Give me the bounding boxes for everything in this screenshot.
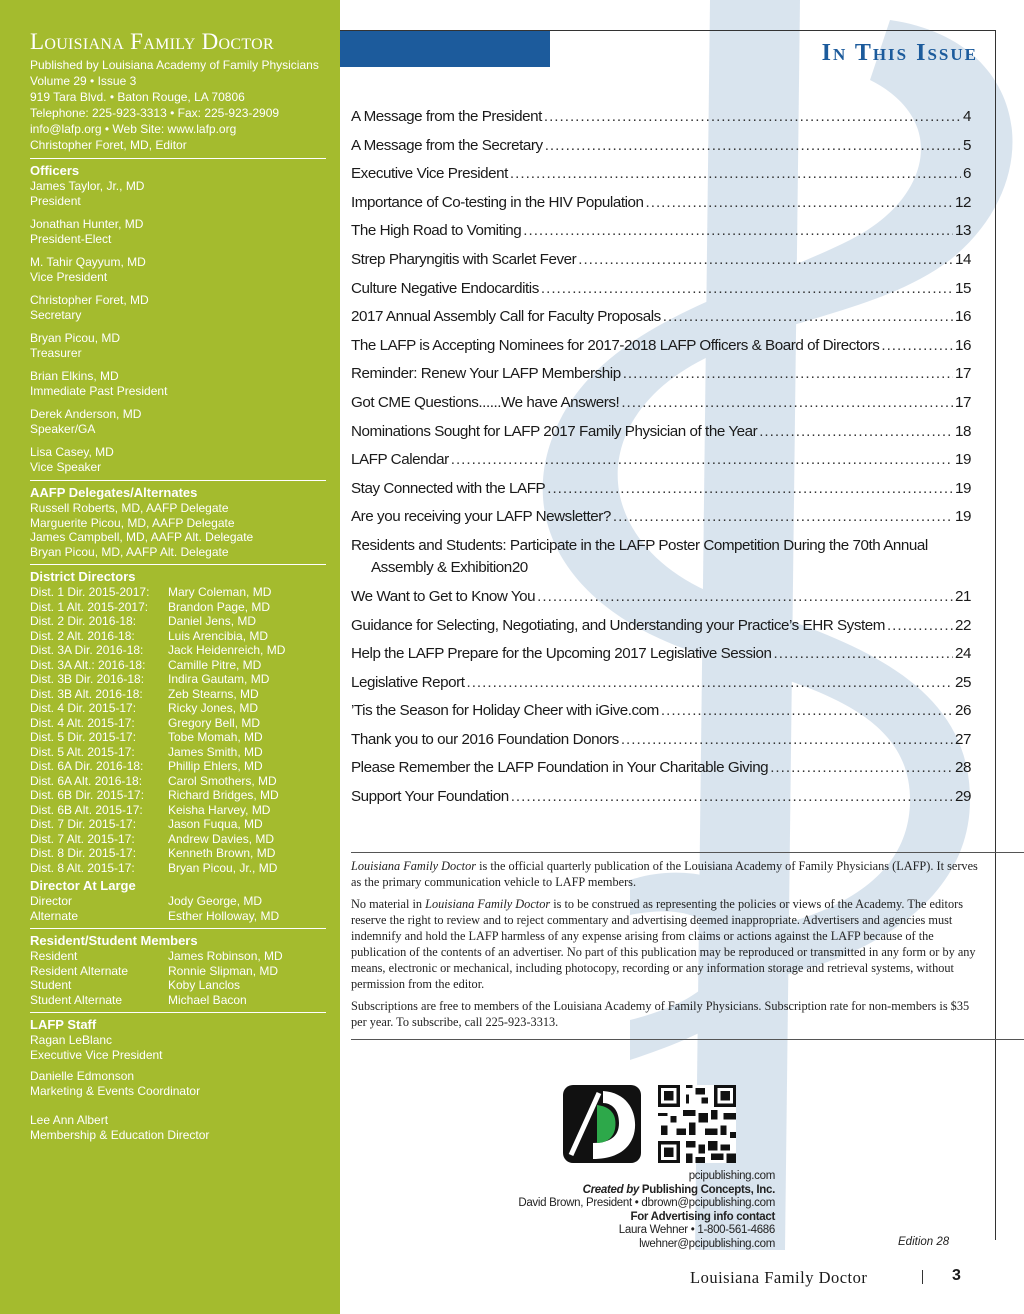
toc-leader-dots	[887, 612, 953, 641]
disclaimer-paragraph: Subscriptions are free to members of the Louisiana Academy of Family Physicians. Subscription rate for non-members is $35 per year. To subscribe, call 225-923-3313.	[351, 999, 970, 1029]
member-name: Michael Bacon	[168, 992, 247, 1007]
district-director-row	[30, 832, 326, 847]
director-at-large-row	[30, 894, 326, 909]
divider	[30, 1012, 326, 1013]
phone-line: Telephone: 225-923-3313 • Fax: 225-923-2909	[30, 106, 280, 120]
toc-entry-title: Reminder: Renew Your LAFP Membership	[351, 365, 621, 383]
divider	[30, 928, 326, 929]
officer-role: Vice President	[30, 270, 108, 284]
toc-entry-page: 22	[955, 616, 971, 634]
member-name: Brandon Page, MD	[168, 599, 271, 614]
member-name: Kenneth Brown, MD	[168, 846, 276, 860]
officer-name: Derek Anderson, MD	[30, 407, 142, 421]
right-column-rule	[995, 30, 996, 1240]
position-label: Dist. 4 Dir. 2015-17:	[30, 701, 137, 715]
publisher-credits	[500, 1170, 775, 1251]
toc-entry-page: 13	[955, 222, 971, 240]
position-label: Dist. 1 Dir. 2015-2017:	[30, 585, 150, 599]
officer-name: Brian Elkins, MD	[30, 369, 119, 383]
toc-leader-dots	[663, 303, 953, 332]
toc-entry-page: 18	[955, 422, 971, 440]
toc-leader-dots	[537, 583, 953, 612]
officer-name: Christopher Foret, MD	[30, 293, 149, 307]
toc-entry-title: Are you receiving your LAFP Newsletter?	[351, 508, 611, 526]
position-label: Dist. 7 Dir. 2015-17:	[30, 817, 137, 831]
aafp-list	[30, 501, 326, 559]
member-name: Ronnie Slipman, MD	[168, 963, 279, 978]
toc-entry-title: LAFP Calendar	[351, 451, 449, 469]
toc-entry-page: 12	[955, 193, 971, 211]
disclaimer-text: is to be construed as representing the policies or views of the Academy. The editors reserve the right to review and to reject commentary and advertising deemed inappropriate. Advertisers and agencies must indemnify and hold the LAFP harmless of any expense arising from claims or actions against the LAFP because of the publication of the contents of an advertiser. No part of this publication may be reproduced or transmitted in any form or by any means, electronic or mechanical, including photocopy, recording or any information storage and retrieval systems, without permission from the editor.	[351, 897, 976, 991]
officer-entry	[30, 445, 326, 475]
toc-entry[interactable]	[351, 475, 971, 504]
member-name: Gregory Bell, MD	[168, 715, 261, 730]
district-director-row	[30, 861, 326, 876]
district-director-row	[30, 701, 326, 716]
toc-leader-dots	[759, 418, 953, 447]
aafp-delegate: Bryan Picou, MD, AAFP Alt. Delegate	[30, 544, 229, 559]
toc-entry-title: Executive Vice President	[351, 165, 508, 183]
district-director-row	[30, 614, 326, 629]
position-label: Director	[30, 894, 73, 908]
officer-name: Jonathan Hunter, MD	[30, 217, 144, 231]
staff-name: Ragan LeBlanc	[30, 1033, 113, 1047]
resident-member-row	[30, 978, 326, 993]
toc-entry[interactable]	[351, 754, 971, 783]
director-at-large-row	[30, 909, 326, 924]
publisher-president: David Brown, President • dbrown@pcipublishing.com	[518, 1197, 775, 1209]
toc-entry-page: 17	[955, 365, 971, 383]
position-label: Dist. 6A Dir. 2016-18:	[30, 759, 144, 773]
staff-name: Lee Ann Albert	[30, 1113, 109, 1127]
member-name: Camille Pitre, MD	[168, 657, 262, 672]
toc-entry-page: 6	[963, 165, 971, 183]
disclaimer-bottom-rule	[351, 1039, 1024, 1040]
position-label: Dist. 4 Alt. 2015-17:	[30, 715, 135, 730]
position-label: Dist. 3A Dir. 2016-18:	[30, 643, 144, 657]
position-label: Dist. 2 Dir. 2016-18:	[30, 614, 137, 628]
web-line: info@lafp.org • Web Site: www.lafp.org	[30, 122, 237, 136]
toc-entry-page: 19	[955, 451, 971, 469]
resident-members-list	[30, 949, 326, 1007]
district-director-row	[30, 788, 326, 803]
disclaimer-paragraph	[351, 858, 983, 890]
toc-entry-title: A Message from the President	[351, 108, 542, 125]
member-name: Luis Arencibia, MD	[168, 628, 269, 643]
position-label: Dist. 5 Alt. 2015-17:	[30, 744, 135, 759]
resident-member-row	[30, 964, 326, 979]
toc-entry-title: Strep Pharyngitis with Scarlet Fever	[351, 250, 577, 268]
district-director-row	[30, 774, 326, 789]
toc-entry[interactable]	[351, 360, 971, 389]
at-large-heading: Director At Large	[30, 878, 136, 893]
editor-line: Christopher Foret, MD, Editor	[30, 138, 187, 152]
toc-leader-dots	[466, 669, 953, 698]
member-name: James Robinson, MD	[168, 949, 283, 963]
footer-publication-title: Louisiana Family Doctor	[690, 1268, 868, 1287]
toc-entry-page: 21	[955, 587, 971, 605]
toc-entry-title: Culture Negative Endocarditis	[351, 279, 539, 297]
position-label: Dist. 7 Alt. 2015-17:	[30, 831, 135, 846]
officer-role: Treasurer	[30, 346, 82, 360]
advertising-contact: Laura Wehner • 1-800-561-4686	[618, 1224, 775, 1236]
masthead-sidebar	[0, 0, 340, 1314]
toc-leader-dots	[661, 697, 953, 726]
member-name: Phillip Ehlers, MD	[168, 759, 263, 773]
toc-entry[interactable]	[351, 332, 971, 361]
toc-leader-dots	[623, 360, 953, 389]
pci-logo-icon	[563, 1085, 641, 1163]
toc-leader-dots	[621, 726, 953, 755]
toc-entry-page: 26	[955, 702, 971, 720]
member-name: Koby Lanclos	[168, 978, 241, 992]
district-director-row	[30, 846, 326, 861]
officer-role: Secretary	[30, 308, 82, 322]
position-label: Dist. 2 Alt. 2016-18:	[30, 628, 135, 643]
aafp-delegate: James Campbell, MD, AAFP Alt. Delegate	[30, 530, 254, 544]
toc-entry-page: 25	[955, 673, 971, 691]
toc-entry-page: 15	[955, 279, 971, 297]
officer-role: Immediate Past President	[30, 384, 168, 398]
toc-entry-title: We Want to Get to Know You	[351, 587, 536, 605]
district-director-row	[30, 658, 326, 673]
toc-entry[interactable]	[351, 275, 971, 304]
toc-leader-dots	[578, 246, 953, 275]
toc-entry[interactable]	[351, 612, 971, 641]
aafp-delegate: Marguerite Picou, MD, AAFP Delegate	[30, 515, 235, 530]
member-name: Carol Smothers, MD	[168, 773, 277, 788]
officer-entry	[30, 179, 326, 209]
officer-entry	[30, 369, 326, 399]
aafp-delegate: Russell Roberts, MD, AAFP Delegate	[30, 501, 229, 515]
divider	[30, 158, 326, 159]
table-of-contents	[351, 103, 971, 812]
toc-entry-title: ’Tis the Season for Holiday Cheer with iGive.com	[351, 702, 659, 720]
district-director-row	[30, 803, 326, 818]
aafp-heading: AAFP Delegates/Alternates	[30, 485, 198, 500]
member-name: James Smith, MD	[168, 744, 263, 759]
resident-member-row	[30, 993, 326, 1008]
volume-line: Volume 29 • Issue 3	[30, 74, 137, 88]
officer-role: President-Elect	[30, 232, 112, 246]
disclaimer-top-rule	[351, 852, 1024, 853]
district-director-row	[30, 600, 326, 615]
toc-entry[interactable]	[351, 103, 971, 132]
toc-entry-page: 24	[955, 645, 971, 663]
toc-entry[interactable]	[351, 132, 971, 161]
toc-entry-page: 16	[955, 308, 971, 326]
edition-label: Edition 28	[898, 1236, 950, 1248]
staff-entry	[30, 1113, 326, 1143]
toc-entry-title: Stay Connected with the LAFP	[351, 479, 546, 497]
member-name: Richard Bridges, MD	[168, 788, 279, 802]
position-label: Alternate	[30, 908, 79, 923]
staff-role: Membership & Education Director	[30, 1128, 210, 1142]
toc-entry-title: The LAFP is Accepting Nominees for 2017-2018 LAFP Officers & Board of Directors	[351, 336, 880, 354]
officers-list	[30, 179, 326, 475]
toc-entry[interactable]	[351, 503, 971, 532]
publication-name: Louisiana Family Doctor	[351, 859, 477, 873]
toc-entry-title-continued: Assembly & Exhibition	[371, 558, 512, 576]
position-label: Dist. 8 Alt. 2015-17:	[30, 860, 135, 875]
toc-leader-dots	[646, 189, 953, 218]
publisher-website[interactable]: pcipublishing.com	[688, 1170, 775, 1182]
district-director-row	[30, 759, 326, 774]
toc-entry[interactable]	[351, 418, 971, 447]
toc-entry-title: Guidance for Selecting, Negotiating, and Understanding your Practice’s EHR System	[351, 616, 885, 634]
header-accent-bar	[340, 31, 550, 67]
in-this-issue-title: In This Issue	[821, 40, 978, 66]
position-label: Dist. 3B Dir. 2016-18:	[30, 672, 145, 686]
toc-entry-page: 19	[955, 479, 971, 497]
position-label: Dist. 8 Dir. 2015-17:	[30, 846, 137, 860]
toc-entry[interactable]	[351, 726, 971, 755]
position-label: Dist. 5 Dir. 2015-17:	[30, 730, 137, 744]
position-label: Dist. 3A Alt.: 2016-18:	[30, 657, 146, 672]
toc-entry-title: Nominations Sought for LAFP 2017 Family Physician of the Year	[351, 422, 758, 440]
staff-role: Marketing & Events Coordinator	[30, 1084, 201, 1098]
officer-role: Vice Speaker	[30, 460, 102, 474]
officer-entry	[30, 293, 326, 323]
district-director-row	[30, 730, 326, 745]
toc-entry-page: 19	[955, 508, 971, 526]
toc-leader-dots	[774, 640, 953, 669]
toc-entry-title: A Message from the Secretary	[351, 136, 543, 154]
toc-leader-dots	[511, 783, 953, 812]
position-label: Resident Alternate	[30, 963, 129, 978]
staff-entry	[30, 1069, 326, 1099]
officer-entry	[30, 407, 326, 437]
toc-entry-page: 28	[955, 759, 971, 777]
divider	[30, 564, 326, 565]
staff-entry	[30, 1033, 326, 1063]
toc-leader-dots	[547, 475, 953, 504]
publication-name: Louisiana Family Doctor	[425, 897, 551, 911]
toc-entry-title: Help the LAFP Prepare for the Upcoming 2017 Legislative Session	[351, 645, 772, 663]
publication-disclaimer	[351, 858, 983, 1036]
position-label: Dist. 1 Alt. 2015-2017:	[30, 599, 149, 614]
director-at-large-list	[30, 894, 326, 923]
disclaimer-text: No material in	[351, 897, 426, 911]
staff-name: Danielle Edmonson	[30, 1069, 135, 1083]
toc-entry[interactable]	[351, 189, 971, 218]
position-label: Student	[30, 978, 72, 992]
member-name: Jack Heidenreich, MD	[168, 643, 286, 657]
publisher-line: Published by Louisiana Academy of Family Physicians	[30, 58, 319, 72]
member-name: Mary Coleman, MD	[168, 585, 272, 599]
toc-entry-title: Residents and Students: Participate in the LAFP Poster Competition During the 70th Annual	[351, 536, 928, 554]
toc-leader-dots	[544, 103, 961, 132]
toc-group	[351, 103, 971, 532]
staff-heading: LAFP Staff	[30, 1017, 97, 1032]
toc-entry-title: Thank you to our 2016 Foundation Donors	[351, 730, 619, 748]
officer-name: Lisa Casey, MD	[30, 445, 114, 459]
member-name: Tobe Momah, MD	[168, 730, 263, 744]
toc-entry-page: 14	[955, 250, 971, 268]
toc-leader-dots	[510, 160, 961, 189]
toc-entry[interactable]	[351, 640, 971, 669]
toc-entry[interactable]	[351, 303, 971, 332]
advertising-email[interactable]: lwehner@pcipublishing.com	[639, 1237, 775, 1250]
district-director-row	[30, 629, 326, 644]
position-label: Dist. 6B Alt. 2015-17:	[30, 802, 143, 817]
toc-entry[interactable]	[351, 583, 971, 612]
toc-entry[interactable]	[351, 697, 971, 726]
footer-separator	[922, 1270, 923, 1284]
toc-entry-page: 5	[963, 136, 971, 154]
position-label: Resident	[30, 949, 78, 963]
officer-entry	[30, 331, 326, 361]
advertising-heading: For Advertising info contact	[630, 1210, 775, 1223]
toc-leader-dots	[621, 389, 953, 418]
district-director-row	[30, 643, 326, 658]
member-name: Esther Holloway, MD	[168, 908, 280, 923]
toc-leader-dots	[451, 446, 953, 475]
officer-role: Speaker/GA	[30, 422, 96, 436]
toc-entry[interactable]	[351, 446, 971, 475]
officer-name: Bryan Picou, MD	[30, 331, 121, 345]
officer-role: President	[30, 194, 81, 208]
toc-leader-dots	[613, 503, 953, 532]
district-director-row	[30, 716, 326, 731]
toc-leader-dots	[541, 275, 953, 304]
toc-leader-dots	[770, 754, 953, 783]
publisher-company: Publishing Concepts, Inc.	[641, 1183, 775, 1196]
position-label: Dist. 6A Alt. 2016-18:	[30, 773, 143, 788]
address-line: 919 Tara Blvd. • Baton Rouge, LA 70806	[30, 90, 245, 104]
masthead-title: Louisiana Family Doctor	[30, 29, 274, 54]
disclaimer-text: is the official quarterly publication of the Louisiana Academy of Family Physicians (LAFP). It serves as the primary communication vehicle to LAFP members.	[351, 859, 978, 889]
officer-name: James Taylor, Jr., MD	[30, 179, 145, 193]
toc-entry-title: The High Road to Vomiting	[351, 222, 522, 240]
toc-entry-page: 17	[955, 393, 971, 411]
district-directors-list	[30, 585, 326, 875]
toc-entry-title: Got CME Questions......We have Answers!	[351, 393, 620, 411]
member-name: Daniel Jens, MD	[168, 614, 257, 628]
staff-role: Executive Vice President	[30, 1048, 163, 1062]
toc-leader-dots	[523, 217, 953, 246]
toc-entry-page: 27	[955, 730, 971, 748]
officer-name: M. Tahir Qayyum, MD	[30, 255, 146, 269]
member-name: Indira Gautam, MD	[168, 672, 270, 686]
district-director-row	[30, 687, 326, 702]
toc-entry-page: 29	[955, 788, 971, 806]
member-name: Zeb Stearns, MD	[168, 686, 259, 701]
toc-entry-page: 20	[511, 558, 528, 576]
position-label: Dist. 3B Alt. 2016-18:	[30, 686, 143, 701]
toc-entry[interactable]	[351, 669, 971, 698]
created-by-label: Created by	[582, 1183, 640, 1196]
officers-heading: Officers	[30, 163, 80, 178]
district-director-row	[30, 817, 326, 832]
toc-entry[interactable]	[351, 389, 971, 418]
member-name: Jody George, MD	[168, 894, 263, 908]
staff-list	[30, 1033, 326, 1143]
member-name: Andrew Davies, MD	[168, 831, 275, 846]
officer-entry	[30, 217, 326, 247]
qr-code-icon[interactable]	[658, 1085, 736, 1163]
member-name: Ricky Jones, MD	[168, 701, 259, 715]
district-director-row	[30, 745, 326, 760]
masthead-info	[30, 57, 326, 153]
officer-entry	[30, 255, 326, 285]
position-label: Dist. 6B Dir. 2015-17:	[30, 788, 145, 802]
district-heading: District Directors	[30, 569, 136, 584]
toc-leader-dots	[545, 132, 961, 161]
page-number: 3	[952, 1267, 961, 1284]
position-label: Student Alternate	[30, 992, 123, 1007]
resident-heading: Resident/Student Members	[30, 933, 198, 948]
toc-entry[interactable]	[351, 246, 971, 275]
toc-entry-title: Support Your Foundation	[351, 788, 509, 806]
toc-leader-dots	[881, 332, 953, 361]
member-name: Bryan Picou, Jr., MD	[168, 860, 278, 875]
toc-entry-title: Legislative Report	[351, 673, 465, 691]
member-name: Jason Fuqua, MD	[168, 817, 263, 831]
toc-entry-page: 16	[955, 336, 971, 354]
toc-entry-page: 4	[963, 108, 971, 125]
disclaimer-paragraph	[351, 896, 983, 992]
resident-member-row	[30, 949, 326, 964]
toc-entry[interactable]	[351, 160, 971, 189]
toc-entry[interactable]	[351, 532, 971, 579]
member-name: Keisha Harvey, MD	[168, 802, 271, 817]
toc-entry-title: 2017 Annual Assembly Call for Faculty Proposals	[351, 308, 661, 326]
toc-entry[interactable]	[351, 783, 971, 812]
toc-entry-title: Please Remember the LAFP Foundation in Your Charitable Giving	[351, 759, 769, 777]
toc-entry-title: Importance of Co-testing in the HIV Population	[351, 193, 644, 211]
district-director-row	[30, 585, 326, 600]
district-director-row	[30, 672, 326, 687]
divider	[30, 480, 326, 481]
toc-group	[351, 583, 971, 812]
toc-entry[interactable]	[351, 217, 971, 246]
